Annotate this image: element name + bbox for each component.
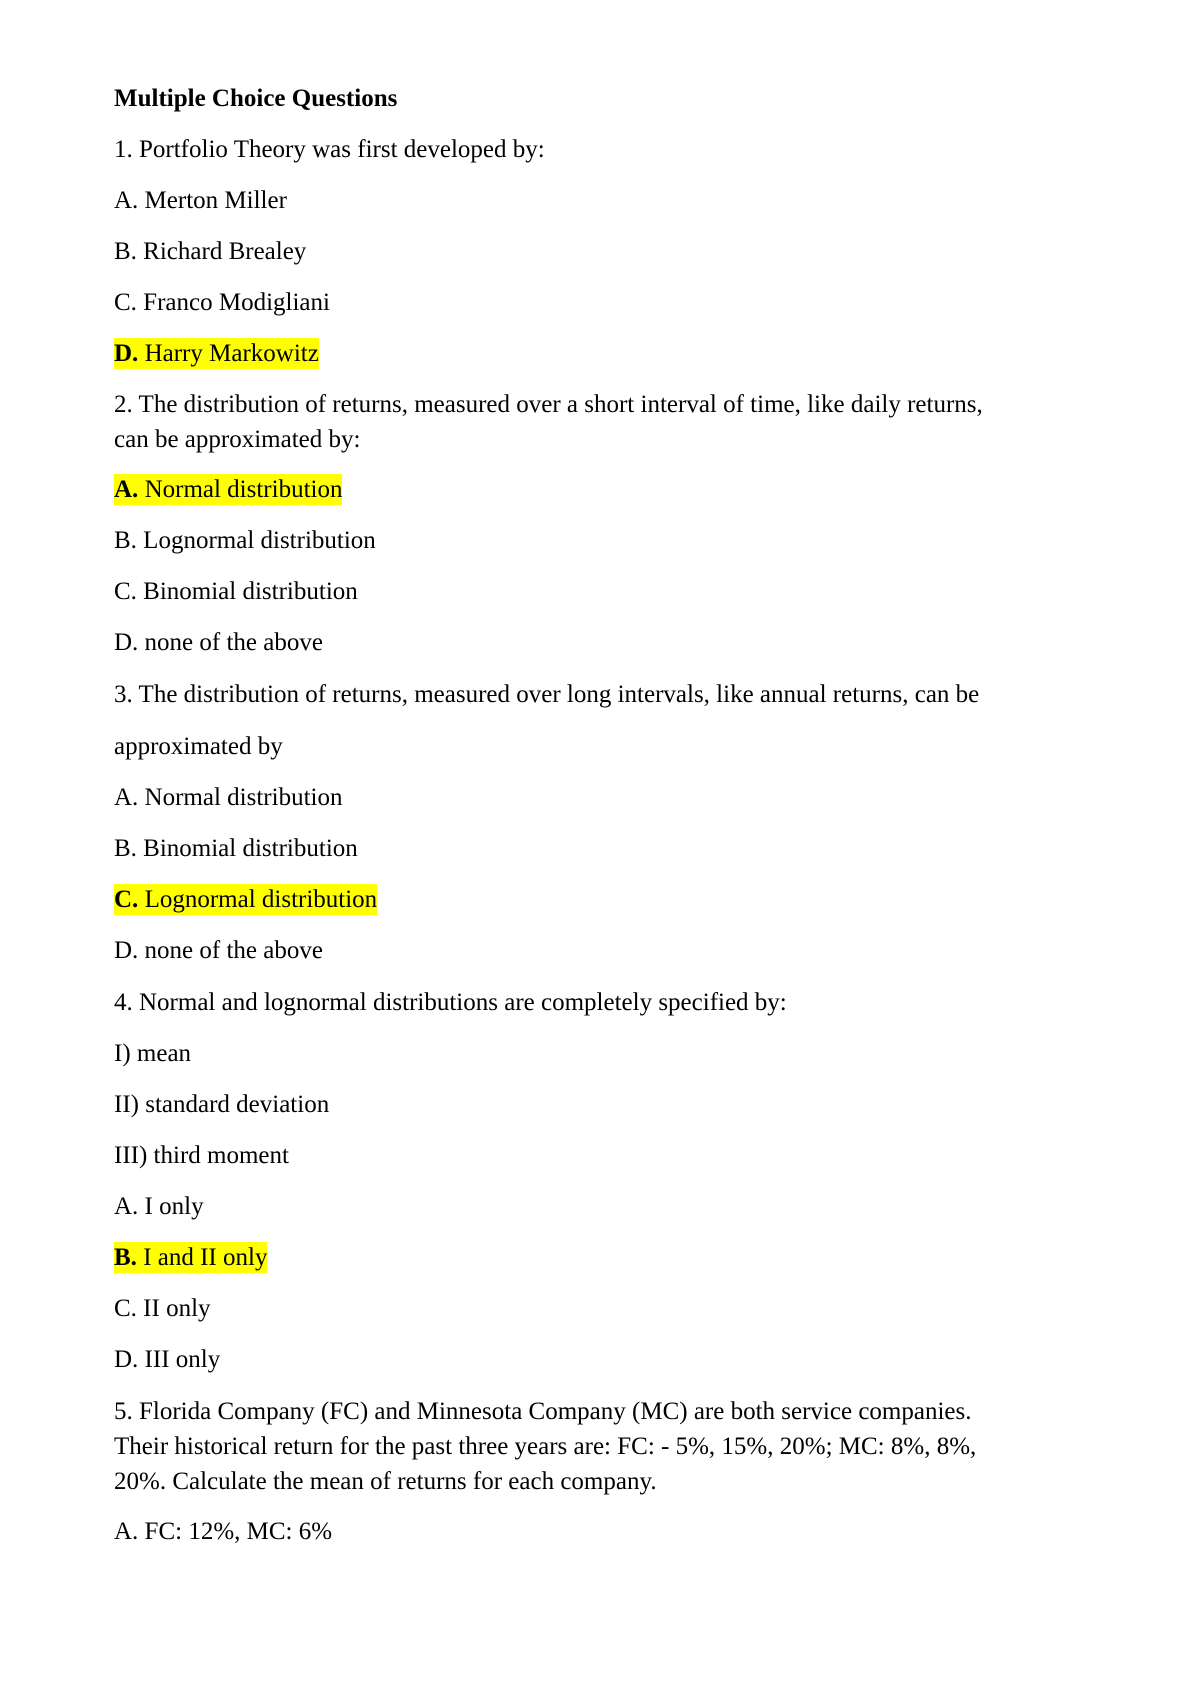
q1-option-a: A. Merton Miller <box>114 187 287 214</box>
answer-highlight <box>114 1242 267 1273</box>
q3-option-a: A. Normal distribution <box>114 784 343 811</box>
page-title: Multiple Choice Questions <box>114 85 398 112</box>
answer-key: A. <box>114 476 139 503</box>
q4-option-b-correct <box>114 1241 267 1275</box>
answer-text: Normal distribution <box>138 476 343 503</box>
question-5-line-1: 5. Florida Company (FC) and Minnesota Company (MC) are both service companies. <box>114 1398 972 1425</box>
q5-option-a: A. FC: 12%, MC: 6% <box>114 1518 333 1545</box>
q4-statement-i: I) mean <box>114 1040 192 1067</box>
question-1: 1. Portfolio Theory was first developed by: <box>114 136 545 163</box>
question-5-line-3: 20%. Calculate the mean of returns for each company. <box>114 1468 657 1495</box>
q2-option-a-correct <box>114 473 342 507</box>
q3-option-c-correct <box>114 883 377 917</box>
question-2-line-1: 2. The distribution of returns, measured over a short interval of time, like daily returns, <box>114 391 983 418</box>
answer-text: Harry Markowitz <box>138 340 319 367</box>
q3-option-d: D. none of the above <box>114 937 323 964</box>
q4-option-d: D. III only <box>114 1346 221 1373</box>
question-2-line-2: can be approximated by: <box>114 426 361 453</box>
q4-statement-ii: II) standard deviation <box>114 1091 330 1118</box>
question-4: 4. Normal and lognormal distributions are completely specified by: <box>114 989 787 1016</box>
answer-key: B. <box>114 1244 137 1271</box>
question-3-line-2: approximated by <box>114 733 283 760</box>
q2-option-c: C. Binomial distribution <box>114 578 358 605</box>
answer-text: Lognormal distribution <box>138 886 378 913</box>
answer-key: C. <box>114 886 139 913</box>
question-3-line-1: 3. The distribution of returns, measured over long intervals, like annual returns, can be <box>114 681 980 708</box>
answer-highlight <box>114 338 319 369</box>
answer-highlight <box>114 884 377 915</box>
answer-key: D. <box>114 340 139 367</box>
answer-text: I and II only <box>136 1244 268 1271</box>
q4-option-c: C. II only <box>114 1295 211 1322</box>
q2-option-d: D. none of the above <box>114 629 323 656</box>
q3-option-b: B. Binomial distribution <box>114 835 358 862</box>
q1-option-b: B. Richard Brealey <box>114 238 307 265</box>
q2-option-b: B. Lognormal distribution <box>114 527 376 554</box>
question-5-line-2: Their historical return for the past three years are: FC: - 5%, 15%, 20%; MC: 8%, 8%, <box>114 1433 977 1460</box>
answer-highlight <box>114 474 342 505</box>
q1-option-c: C. Franco Modigliani <box>114 289 330 316</box>
q4-statement-iii: III) third moment <box>114 1142 289 1169</box>
q4-option-a: A. I only <box>114 1193 204 1220</box>
q1-option-d-correct <box>114 337 319 371</box>
